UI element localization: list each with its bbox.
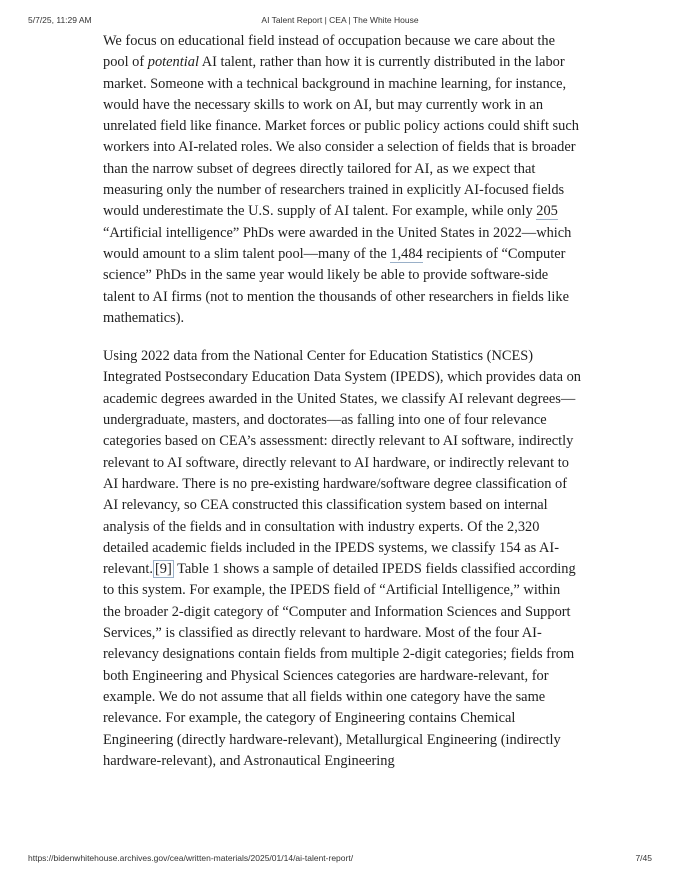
print-url: https://bidenwhitehouse.archives.gov/cea/written-materials/2025/01/14/ai-talent-report/ [28,853,354,863]
paragraph-text: We focus on educational field instead of occupation because we care about the pool of [103,33,555,71]
paragraph-text: “Artificial intelligence” PhDs were awarded in the United States in 2022—which would amount to a slim talent pool—many of the [103,224,572,262]
paragraph-text: Table 1 shows a sample of detailed IPEDS fields classified according to this system. For example, the IPEDS field of “Artificial Intelligence,” within the broader 2-digit category of “Computer and Information Sciences and Support Services,” is classified as directly relevant to hardware. Most of the four AI-relevancy designations contain fields from multiple 2-digit categories; fields from both Engineering and Physical Sciences categories are hardware-relevant, for example. We do not assume that all fields within one category have the same relevance. For example, the category of Engineering contains Chemical Engineering (directly hardware-relevant), Metallurgical Engineering (indirectly hardware-relevant), and Astronautical Engineering [103,561,576,769]
cs-phd-count-link[interactable]: 1,484 [390,245,423,262]
footnote-9-link[interactable]: [9] [154,561,172,578]
print-datetime: 5/7/25, 11:29 AM [28,15,92,25]
print-header [28,15,652,27]
paragraph-text: Using 2022 data from the National Center for Education Statistics (NCES) Integrated Postsecondary Education Data System (IPEDS), which provides data on academic degrees awarded in the United States, we classify AI relevant degrees—undergraduate, masters, and doctorates—as falling into one of four relevance categories based on CEA’s assessment: directly relevant to AI software, indirectly relevant to AI software, directly relevant to AI hardware, or indirectly relevant to AI hardware. There is no pre-existing hardware/software degree classification of AI relevancy, so CEA constructed this classification system based on internal analysis of the fields and in consultation with industry experts. Of the 2,320 detailed academic fields included in the IPEDS systems, we classify 154 as AI-relevant. [103,348,581,578]
emphasis-potential: potential [147,54,199,71]
print-page-title: AI Talent Report | CEA | The White House [261,15,419,25]
paragraph-ipeds-classification [103,346,581,772]
paragraph-text: recipients of “Computer science” PhDs in the same year would likely be able to provide software-side talent to AI firms (not to mention the thousands of other researchers in fields like mathematics). [103,245,569,326]
ai-phd-count-link[interactable]: 205 [536,203,558,220]
paragraph-text: AI talent, rather than how it is currently distributed in the labor market. Someone with a technical background in machine learning, for instance, would have the necessary skills to work on AI, but may currently work in an unrelated field like finance. Market forces or public policy actions could shift such workers into AI-related roles. We also consider a selection of fields that is broader than the narrow subset of degrees directly tailored for AI, as we expect that measuring only the number of researchers trained in explicitly AI-focused fields would underestimate the U.S. supply of AI talent. For example, while only [103,54,579,220]
article-body [103,31,581,772]
print-footer [28,853,652,865]
paragraph-educational-field [103,31,581,329]
print-page-number: 7/45 [635,853,652,863]
